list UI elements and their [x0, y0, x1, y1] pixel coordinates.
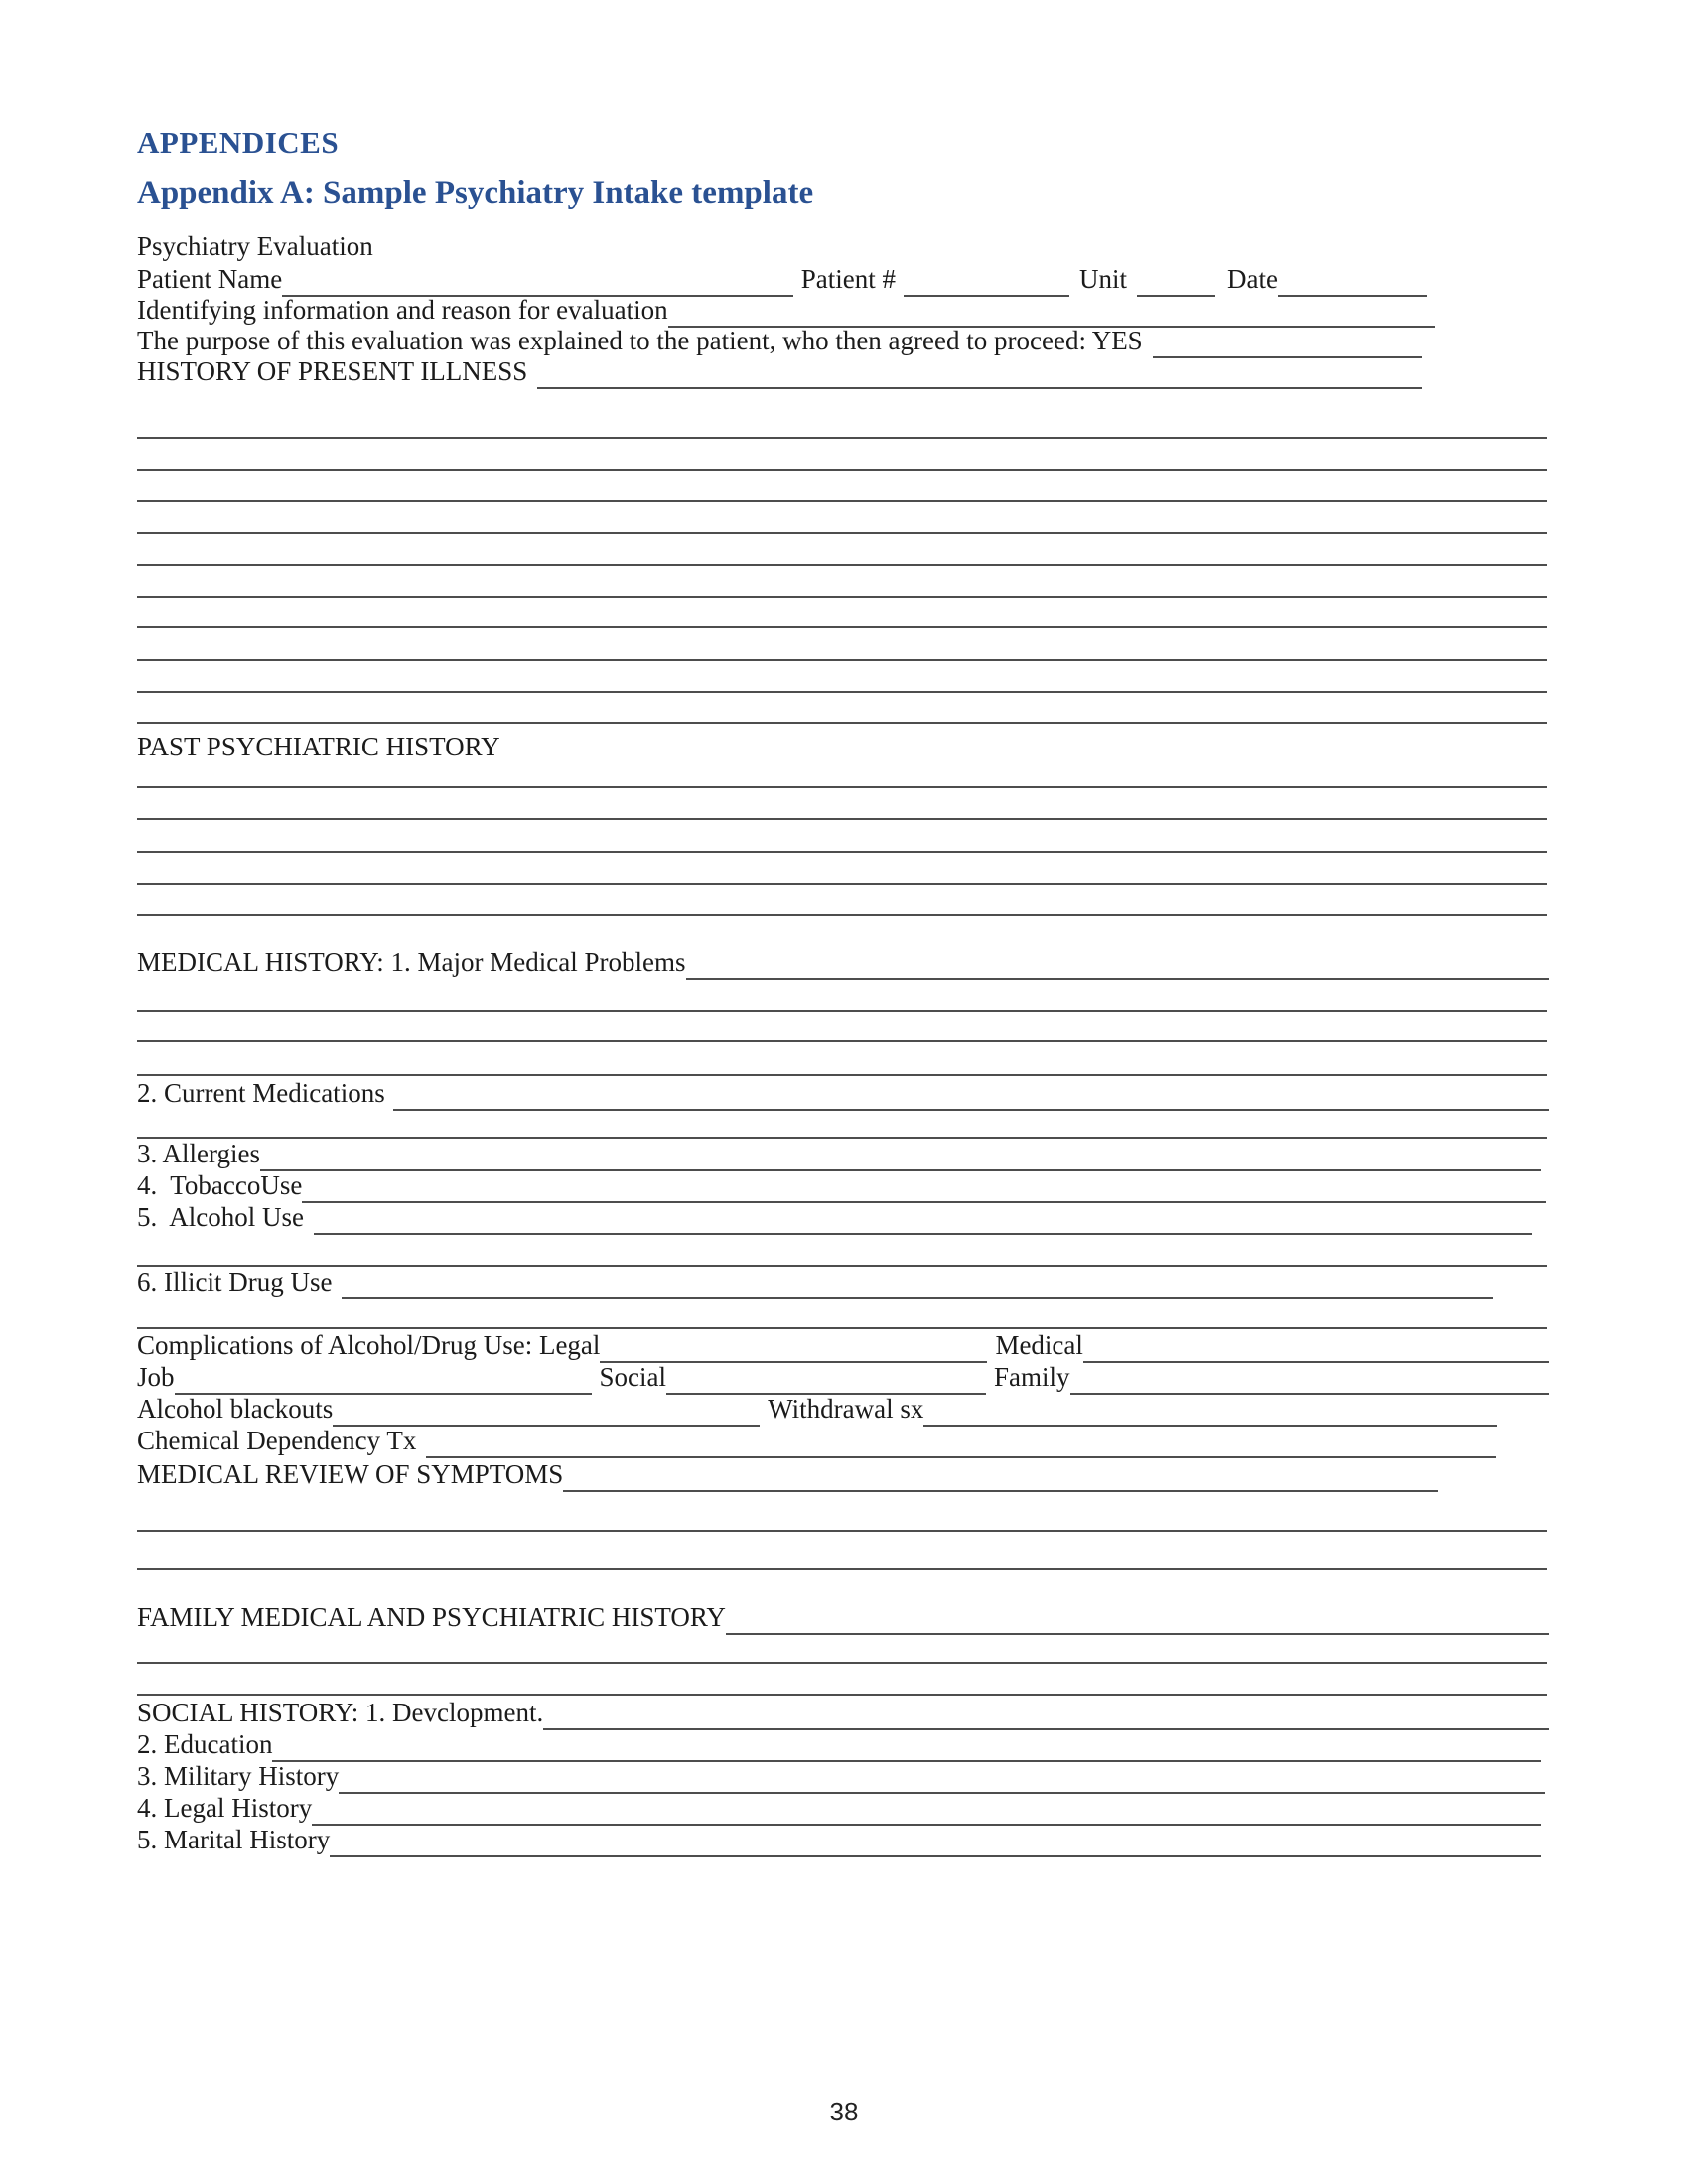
ruled-line[interactable] — [137, 1530, 1547, 1532]
family-history-blank[interactable] — [726, 1633, 1549, 1635]
ruled-line[interactable] — [137, 564, 1547, 566]
ruled-line[interactable] — [137, 883, 1547, 885]
ruled-line[interactable] — [137, 851, 1547, 853]
form-title: Psychiatry Evaluation — [137, 231, 373, 261]
alcohol-use-blank[interactable] — [314, 1233, 1532, 1235]
complications-medical-label: Medical — [995, 1330, 1083, 1360]
ruled-line[interactable] — [137, 596, 1547, 598]
social-history-row — [137, 1698, 1549, 1728]
date-label: Date — [1227, 264, 1278, 294]
job-label: Job — [137, 1362, 175, 1392]
ruled-line[interactable] — [137, 532, 1547, 534]
ruled-line[interactable] — [137, 722, 1547, 724]
tobacco-use-label: 4. TobaccoUse — [137, 1170, 303, 1200]
ruled-line[interactable] — [137, 1040, 1547, 1042]
identifying-row — [137, 295, 1435, 326]
family-history-label: FAMILY MEDICAL AND PSYCHIATRIC HISTORY — [137, 1602, 726, 1632]
illicit-drug-use-row — [137, 1267, 1493, 1297]
appendix-a-title: Appendix A: Sample Psychiatry Intake template — [137, 175, 814, 210]
military-history-row — [137, 1761, 1545, 1792]
job-social-family-row — [137, 1362, 1549, 1393]
illicit-drug-use-label: 6. Illicit Drug Use — [137, 1267, 333, 1297]
ruled-line[interactable] — [137, 469, 1547, 471]
appendices-heading: APPENDICES — [137, 125, 340, 160]
medical-history-row — [137, 947, 1549, 978]
withdrawal-sx-label: Withdrawal sx — [768, 1394, 924, 1424]
ruled-line[interactable] — [137, 500, 1547, 502]
medical-history-label: MEDICAL HISTORY: 1. Major Medical Problems — [137, 947, 686, 977]
purpose-row — [137, 326, 1422, 356]
alcohol-blackouts-label: Alcohol blackouts — [137, 1394, 334, 1424]
education-row — [137, 1729, 1541, 1760]
complications-row — [137, 1330, 1549, 1361]
past-psychiatric-history-label: PAST PSYCHIATRIC HISTORY — [137, 732, 500, 761]
ruled-line[interactable] — [137, 659, 1547, 661]
ruled-line[interactable] — [137, 691, 1547, 693]
chemical-dependency-row — [137, 1426, 1496, 1456]
education-label: 2. Education — [137, 1729, 273, 1759]
ruled-line[interactable] — [137, 1074, 1547, 1076]
medical-history-blank[interactable] — [686, 978, 1550, 980]
current-medications-label: 2. Current Medications — [137, 1078, 385, 1108]
medical-review-blank[interactable] — [563, 1490, 1438, 1492]
chemical-dependency-label: Chemical Dependency Tx — [137, 1426, 417, 1455]
current-medications-blank[interactable] — [393, 1109, 1549, 1111]
ruled-line[interactable] — [137, 437, 1547, 439]
illicit-drug-use-blank[interactable] — [342, 1297, 1493, 1299]
legal-history-row — [137, 1793, 1541, 1824]
allergies-row — [137, 1139, 1541, 1169]
marital-history-blank[interactable] — [330, 1855, 1541, 1857]
hpi-blank[interactable] — [537, 387, 1422, 389]
blackouts-row — [137, 1394, 1497, 1425]
family-label: Family — [994, 1362, 1070, 1392]
allergies-label: 3. Allergies — [137, 1139, 260, 1168]
identifying-label: Identifying information and reason for evaluation — [137, 295, 668, 325]
military-history-label: 3. Military History — [137, 1761, 340, 1791]
complications-legal-label: Complications of Alcohol/Drug Use: Legal — [137, 1330, 601, 1360]
social-label: Social — [599, 1362, 667, 1392]
medical-review-row — [137, 1459, 1438, 1490]
ruled-line[interactable] — [137, 1694, 1547, 1696]
alcohol-use-label: 5. Alcohol Use — [137, 1202, 304, 1232]
medical-review-label: MEDICAL REVIEW OF SYMPTOMS — [137, 1459, 564, 1489]
page-number: 38 — [829, 2097, 859, 2126]
family-history-row — [137, 1602, 1549, 1633]
ruled-line[interactable] — [137, 626, 1547, 628]
alcohol-use-row — [137, 1202, 1532, 1233]
ruled-line[interactable] — [137, 1010, 1547, 1012]
marital-history-row — [137, 1825, 1541, 1855]
chemical-dependency-blank[interactable] — [426, 1456, 1496, 1458]
legal-history-label: 4. Legal History — [137, 1793, 313, 1823]
patient-number-label: Patient # — [800, 264, 897, 294]
hpi-label: HISTORY OF PRESENT ILLNESS — [137, 356, 528, 386]
social-history-label: SOCIAL HISTORY: 1. Devclopment. — [137, 1698, 544, 1727]
ruled-line[interactable] — [137, 818, 1547, 820]
purpose-label: The purpose of this evaluation was explained to the patient, who then agreed to proceed: YES — [137, 326, 1143, 355]
ruled-line[interactable] — [137, 914, 1547, 916]
hpi-row — [137, 356, 1422, 387]
ruled-line[interactable] — [137, 1662, 1547, 1664]
marital-history-label: 5. Marital History — [137, 1825, 331, 1854]
patient-name-label: Patient Name — [137, 264, 283, 294]
ruled-line[interactable] — [137, 1327, 1547, 1329]
current-medications-row — [137, 1078, 1549, 1109]
patient-info-row — [137, 264, 1427, 295]
tobacco-use-row — [137, 1170, 1546, 1201]
unit-label: Unit — [1079, 264, 1128, 294]
ruled-line[interactable] — [137, 1568, 1547, 1570]
ruled-line[interactable] — [137, 786, 1547, 788]
